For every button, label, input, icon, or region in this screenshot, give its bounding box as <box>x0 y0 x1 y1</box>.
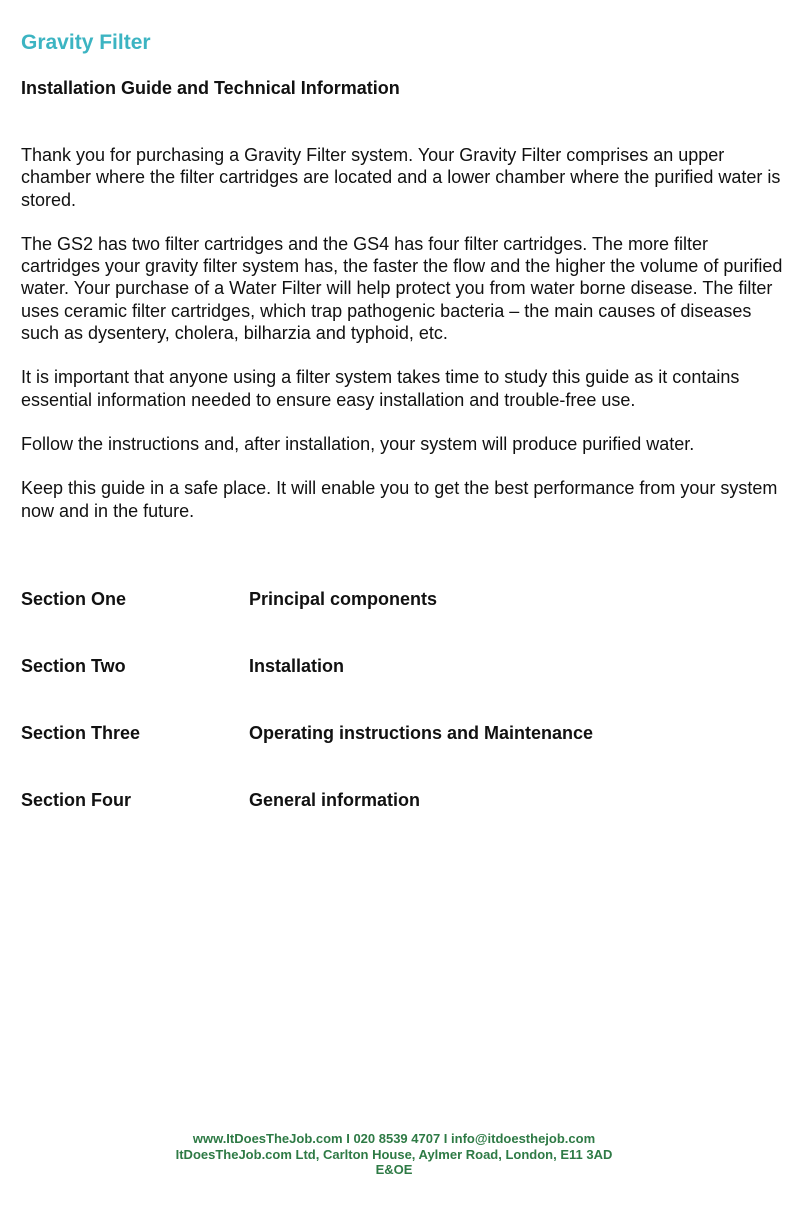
contents-list <box>21 588 781 856</box>
section-label: Section Two <box>21 656 126 676</box>
intro-paragraph-1: Thank you for purchasing a Gravity Filter system. Your Gravity Filter comprises an upper chamber where the filter cartridges are located and a lower chamber where the purified water is stored. <box>21 145 781 210</box>
contents-row-section-three <box>21 722 781 789</box>
contents-row-section-two <box>21 655 781 722</box>
intro-text <box>21 144 791 544</box>
section-label: Section Three <box>21 723 141 743</box>
page-footer <box>0 1131 788 1178</box>
section-label: Section One <box>21 589 127 609</box>
page-subtitle: Installation Guide and Technical Information <box>21 78 400 98</box>
section-name: Principal components <box>249 589 438 609</box>
intro-paragraph-4: Follow the instructions and, after installation, your system will produce purified water. <box>21 433 695 454</box>
section-name: General information <box>249 790 421 810</box>
section-label: Section Four <box>21 790 132 810</box>
section-name: Operating instructions and Maintenance <box>249 723 594 743</box>
footer-contact-line: www.ItDoesTheJob.com I 020 8539 4707 I info@itdoesthejob.com <box>192 1131 596 1146</box>
intro-paragraph-2: The GS2 has two filter cartridges and the GS4 has four filter cartridges. The more filter cartridges your gravity filter system has, the faster the flow and the higher the volume of purified water. Your purchase of a Water Filter will help protect you from water borne disease. The filter uses ceramic filter cartridges, which trap pathogenic bacteria – the main causes of diseases such as dysentery, cholera, bilharzia and typhoid, etc. <box>21 233 783 344</box>
contents-row-section-one <box>21 588 781 655</box>
intro-paragraph-5: Keep this guide in a safe place. It will enable you to get the best performance from your system now and in the future. <box>21 478 778 521</box>
footer-disclaimer: E&OE <box>375 1162 413 1177</box>
contents-row-section-four <box>21 789 781 856</box>
section-name: Installation <box>249 656 345 676</box>
page-title: Gravity Filter <box>21 31 151 54</box>
footer-address-line: ItDoesTheJob.com Ltd, Carlton House, Aylmer Road, London, E11 3AD <box>175 1146 613 1162</box>
intro-paragraph-3: It is important that anyone using a filter system takes time to study this guide as it contains essential information needed to ensure easy installation and trouble-free use. <box>21 367 740 410</box>
